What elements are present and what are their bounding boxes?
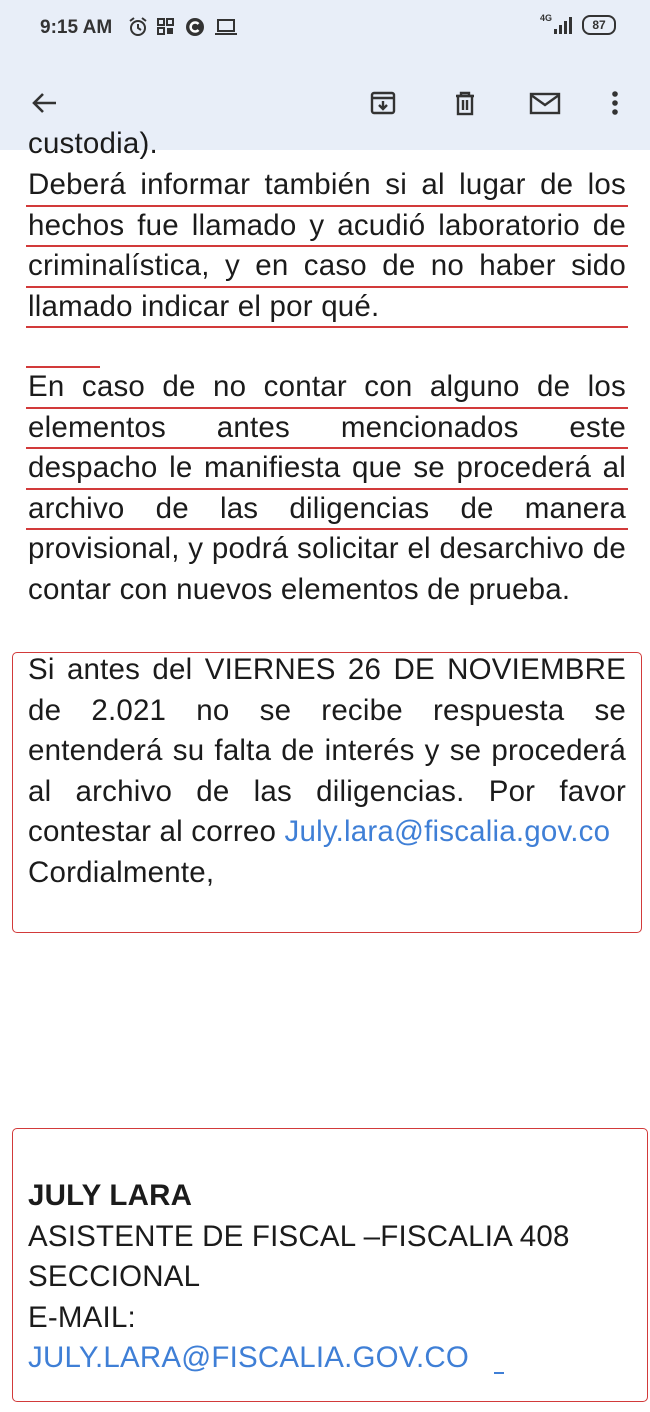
mark-unread-button[interactable] <box>522 80 568 126</box>
signature-email-label: E-MAIL: <box>28 1300 136 1334</box>
email-body <box>0 127 650 1412</box>
battery-icon <box>582 15 616 35</box>
delete-button[interactable] <box>442 80 488 126</box>
laptop-icon <box>214 16 238 38</box>
signal-icon <box>552 15 574 35</box>
paragraph-deadline-notice <box>28 650 626 893</box>
status-bar <box>0 0 650 58</box>
signature-block <box>28 1176 626 1379</box>
alarm-icon <box>128 16 148 38</box>
signature-link-underline <box>494 1372 504 1374</box>
signature-name: JULY LARA <box>28 1179 193 1212</box>
annotation-underline <box>26 286 628 288</box>
annotation-underline <box>26 205 628 207</box>
c-badge-icon <box>184 16 206 38</box>
paragraph-3-text: Si antes del VIERNES 26 DE NOVIEMBRE de 2.021 no se recibe respuesta se entenderá su falta de interés y se procederá al archivo de las diligencias. Por favor contestar al correo <box>28 653 626 848</box>
annotation-underline <box>26 488 628 490</box>
status-right <box>540 15 616 35</box>
cutoff-text: custodia). <box>28 127 158 160</box>
network-type: 4G <box>539 13 552 23</box>
paragraph-1-text: Deberá informar también si al lugar de los hechos fue llamado y acudió laboratorio de criminalística, y en caso de no haber sido llamado indicar el por qué. <box>28 168 626 323</box>
annotation-underline <box>26 528 628 530</box>
status-icons <box>128 16 238 38</box>
battery-level: 87 <box>592 18 606 32</box>
apps-grid-icon <box>156 16 176 38</box>
annotation-underline <box>26 245 628 247</box>
archive-icon <box>368 88 398 118</box>
signature-email-link[interactable]: JULY.LARA@FISCALIA.GOV.CO <box>28 1341 470 1374</box>
more-options-button[interactable] <box>592 80 638 126</box>
closing-text: Cordialmente, <box>28 855 215 889</box>
annotation-underline <box>26 407 628 409</box>
paragraph-2-text: En caso de no contar con alguno de los elementos antes mencionados este despacho le manifiesta que se procederá al archivo de las diligencias de manera provisional, y podrá solicitar el desarchivo de contar con nuevos elementos de prueba. <box>28 370 626 606</box>
reply-email-link[interactable]: July.lara@fiscalia.gov.co <box>284 815 611 848</box>
cutoff-line <box>28 124 626 165</box>
annotation-underline <box>26 326 628 328</box>
archive-button[interactable] <box>360 80 406 126</box>
signature-title: ASISTENTE DE FISCAL –FISCALIA 408 SECCIONAL <box>28 1219 570 1293</box>
trash-icon <box>450 88 480 118</box>
annotation-underline <box>26 447 628 449</box>
status-time: 9:15 AM <box>40 17 113 38</box>
back-button[interactable] <box>22 80 68 126</box>
mail-icon <box>528 88 562 118</box>
more-vert-icon <box>610 88 620 118</box>
arrow-left-icon <box>30 88 60 118</box>
